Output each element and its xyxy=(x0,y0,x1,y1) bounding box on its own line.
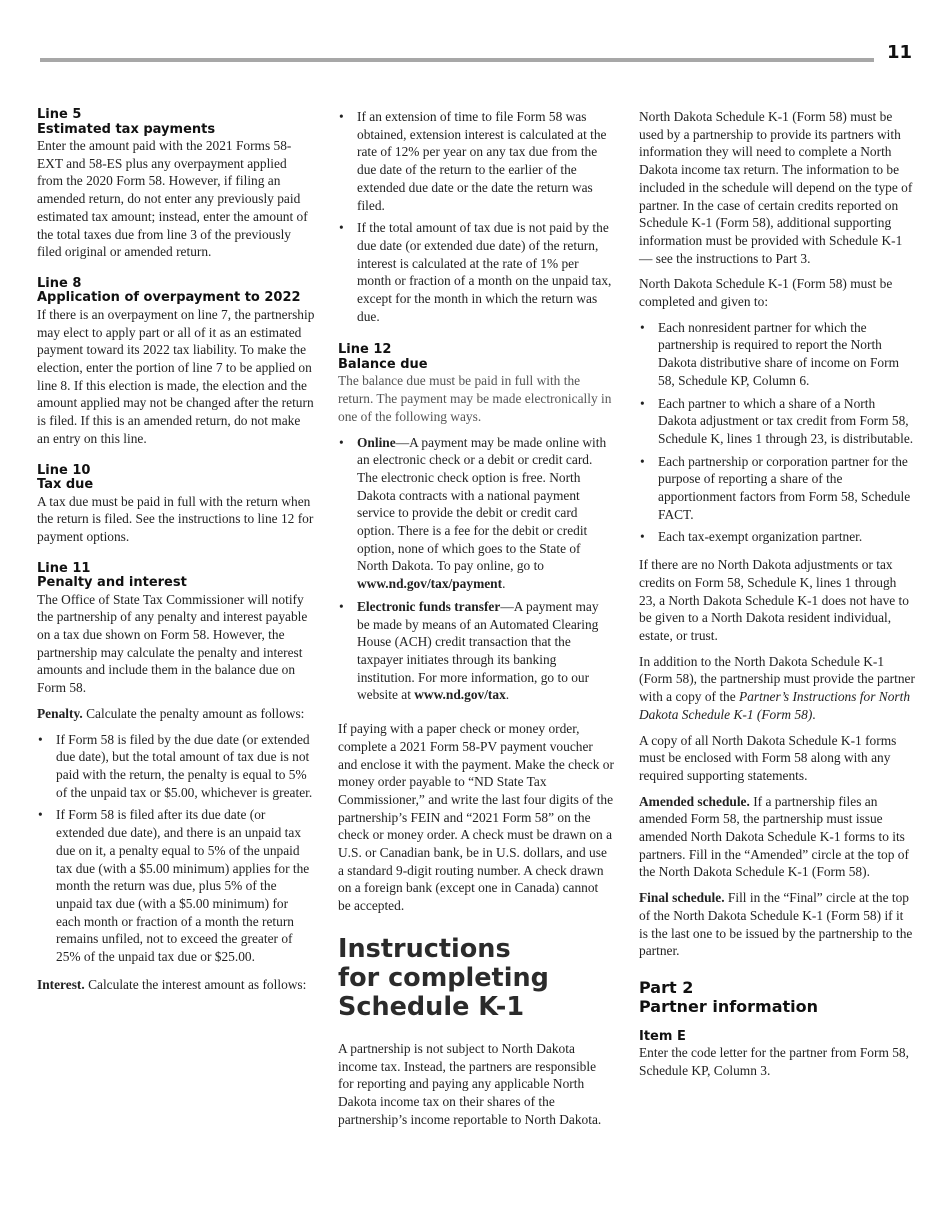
list-item xyxy=(338,434,614,593)
amended-label: Amended schedule. xyxy=(639,793,750,809)
penalty-label: Penalty. xyxy=(37,705,83,721)
online-label: Online xyxy=(357,434,396,450)
line12-text: The balance due must be paid in full with the return. The payment may be made electronically in one of the following ways. xyxy=(338,373,612,424)
k1-recipients-list xyxy=(639,319,915,546)
line5-heading: Estimated tax payments xyxy=(37,121,216,137)
line11-heading: Penalty and interest xyxy=(37,575,187,591)
itemE-text: Enter the code letter for the partner from Form 58, Schedule KP, Column 3. xyxy=(639,1045,909,1079)
final-label: Final schedule. xyxy=(639,890,725,906)
penalty-paragraph xyxy=(37,705,315,723)
line10-heading: Tax due xyxy=(37,477,94,493)
interest-list xyxy=(338,108,614,325)
paper-check-text: If paying with a paper check or money order, complete a 2021 Form 58-PV payment voucher and enclose it with the payment. Make the check or money order payable to “ND State Tax Commissioner,” and write the last four digits of the partnership’s FEIN and “2021 Form 58” on the check or money order. A check must be drawn on a U.S. or Canadian bank, be in U.S. dollars, and use a standard 9-digit routing number. A check drawn on a foreign bank (except one in Canada) cannot be accepted. xyxy=(338,721,614,914)
line8-label: Line 8 xyxy=(37,275,82,291)
line10-text: A tax due must be paid in full with the return when the return is filed. See the instructions to line 12 for payment options. xyxy=(37,493,314,544)
online-text: —A payment may be made online with an electronic check or a debit or credit card. The electronic check option is free. North Dakota contracts with a national payment service to provide the debit or credit card option. There is a fee for the debit or credit option, none of which goes to the State of North Dakota. To pay online, go to xyxy=(357,434,607,574)
interest-label: Interest. xyxy=(37,976,85,992)
eft-end: . xyxy=(505,687,510,703)
partner-instructions-text xyxy=(639,653,915,724)
final-schedule-text xyxy=(639,889,915,960)
line12-label: Line 12 xyxy=(338,342,392,358)
column-1 xyxy=(37,108,315,1001)
partner-instructions-title: Partner’s Instructions for North Dakota Schedule K-1 (Form 58) xyxy=(639,689,911,722)
line5-label: Line 5 xyxy=(37,107,82,122)
k1-intro-text: A partnership is not subject to North Dakota income tax. Instead, the partners are responsible for reporting and paying any applicable North Dakota income tax on their shares of the partnership’s income reportable to North Dakota. xyxy=(338,1040,602,1127)
column-3 xyxy=(639,108,915,1088)
eft-text: —A payment may be made by means of an Automated Clearing House (ACH) credit transaction that the taxpayer initiates through its banking institution. For more information, go to our website at xyxy=(357,598,599,703)
line11-label: Line 11 xyxy=(37,560,91,576)
section-title-line: Instructions xyxy=(338,933,511,964)
list-item: • Each nonresident partner for which the partnership is required to report the North Dakota distributive share of income on Form 58, Schedule KP, Column 6. xyxy=(639,319,915,390)
list-item: • If an extension of time to file Form 58 was obtained, extension interest is calculated at the rate of 12% per year on any tax due from the due date of the return to the earlier of the extended due date or the date the return was filed. xyxy=(338,108,614,214)
section-title xyxy=(338,935,614,1022)
list-item: • Each partnership or corporation partner for the purpose of reporting a share of the apportionment factors from Form 58, Schedule FACT. xyxy=(639,453,915,524)
no-adjustments-text: If there are no North Dakota adjustments or tax credits on Form 58, Schedule K, lines 1 through 23, a North Dakota Schedule K-1 does not have to be given to a North Dakota resident individual, estate, or trust. xyxy=(639,557,909,643)
page-number: 11 xyxy=(886,42,912,63)
final-text: Fill in the “Final” circle at the top of the North Dakota Schedule K-1 (Form 58) if it is the last one to be issued by the partnership to the partner. xyxy=(639,890,913,959)
interest-text: Calculate the interest amount as follows: xyxy=(84,976,307,992)
list-item: • Each tax-exempt organization partner. xyxy=(639,528,915,546)
list-item: • If Form 58 is filed after its due date (or extended due date), and there is an unpaid tax due on it, a penalty equal to 5% of the unpaid tax due (with a $5.00 minimum) applies for the month the return was due, plus 5% of the unpaid tax due (with a $5.00 minimum) for each month or fraction of a month the return remains unfiled, not to exceed the greater of 25% of the unpaid tax due or $25.00. xyxy=(37,806,315,965)
column-2 xyxy=(338,108,614,1136)
eft-label: Electronic funds transfer xyxy=(357,598,501,614)
part2-label: Part 2 xyxy=(639,977,694,997)
copy-enclosed-text: A copy of all North Dakota Schedule K-1 forms must be enclosed with Form 58 along with any required supporting statements. xyxy=(639,732,897,783)
part2-heading: Partner information xyxy=(639,996,819,1016)
amended-text: If a partnership files an amended Form 58, the partnership must issue amended North Dakota Schedule K-1 forms to its partners. Fill in the “Amended” circle at the top of the North Dakota Schedule K-1 (Form 58). xyxy=(639,793,909,880)
payment-link[interactable]: www.nd.gov/tax/payment xyxy=(357,576,503,592)
line10-label: Line 10 xyxy=(37,462,91,478)
payment-options-list xyxy=(338,434,614,705)
list-item: • If the total amount of tax due is not paid by the due date (or extended due date) of the return, interest is calculated at the rate of 1% per month or fraction of a month on the unpaid tax, except for the month in which the return was due. xyxy=(338,219,614,325)
line11-text: The Office of State Tax Commissioner will notify the partnership of any penalty and interest payable on a tax due shown on Form 58. However, the partnership may calculate the penalty and interest amounts and include them in the balance due on Form 58. xyxy=(37,591,308,696)
line5-text: Enter the amount paid with the 2021 Forms 58-EXT and 58-ES plus any overpayment applied from the 2020 Form 58. However, if filing an amended return, do not enter any previously paid estimated tax amount; instead, enter the amount of the total taxes due from line 3 of the previously filed original or amended return. xyxy=(37,138,308,260)
section-title-line: Schedule K-1 xyxy=(338,991,525,1022)
website-link[interactable]: www.nd.gov/tax xyxy=(414,687,506,703)
line8-text: If there is an overpayment on line 7, the partnership may elect to apply part or all of it as an estimated payment toward its 2022 tax liability. To make the election, enter the portion of line 7 to be applied on line 8. If this election is made, the election and the amount applied may not be changed after the return is filed. If this is an amended return, do not make an entry on this line. xyxy=(37,306,315,446)
line8-heading: Application of overpayment to 2022 xyxy=(37,290,301,306)
online-end: . xyxy=(502,576,506,592)
penalty-list xyxy=(37,731,315,966)
section-title-line: for completing xyxy=(338,962,549,993)
interest-paragraph xyxy=(37,976,315,994)
line12-heading: Balance due xyxy=(338,356,428,372)
itemE-heading: Item E xyxy=(639,1028,686,1044)
penalty-text: Calculate the penalty amount as follows: xyxy=(82,705,305,721)
amended-schedule-text xyxy=(639,793,915,882)
partner-instructions-end: . xyxy=(812,706,816,722)
header-rule xyxy=(40,58,874,62)
list-item xyxy=(338,598,614,704)
k1-given-to-text: North Dakota Schedule K-1 (Form 58) must be completed and given to: xyxy=(639,276,893,310)
k1-purpose-text: North Dakota Schedule K-1 (Form 58) must be used by a partnership to provide its partners with information they will need to complete a North Dakota income tax return. The information to be included in the schedule will depend on the type of partner. In the case of certain credits reported on Schedule K-1 (Form 58), additional supporting information must be provided with Schedule K-1 — see the instructions to Part 3. xyxy=(639,109,913,266)
list-item: • If Form 58 is filed by the due date (or extended due date), but the total amount of tax due is not paid with the return, the penalty is equal to 5% of the unpaid tax or $5.00, whichever is greater. xyxy=(37,731,315,802)
list-item: • Each partner to which a share of a North Dakota adjustment or tax credit from Form 58, Schedule K, lines 1 through 23, is distributable. xyxy=(639,395,915,448)
partner-instructions-a: In addition to the North Dakota Schedule K-1 (Form 58), the partnership must provide the partner with a copy of the xyxy=(639,653,915,705)
